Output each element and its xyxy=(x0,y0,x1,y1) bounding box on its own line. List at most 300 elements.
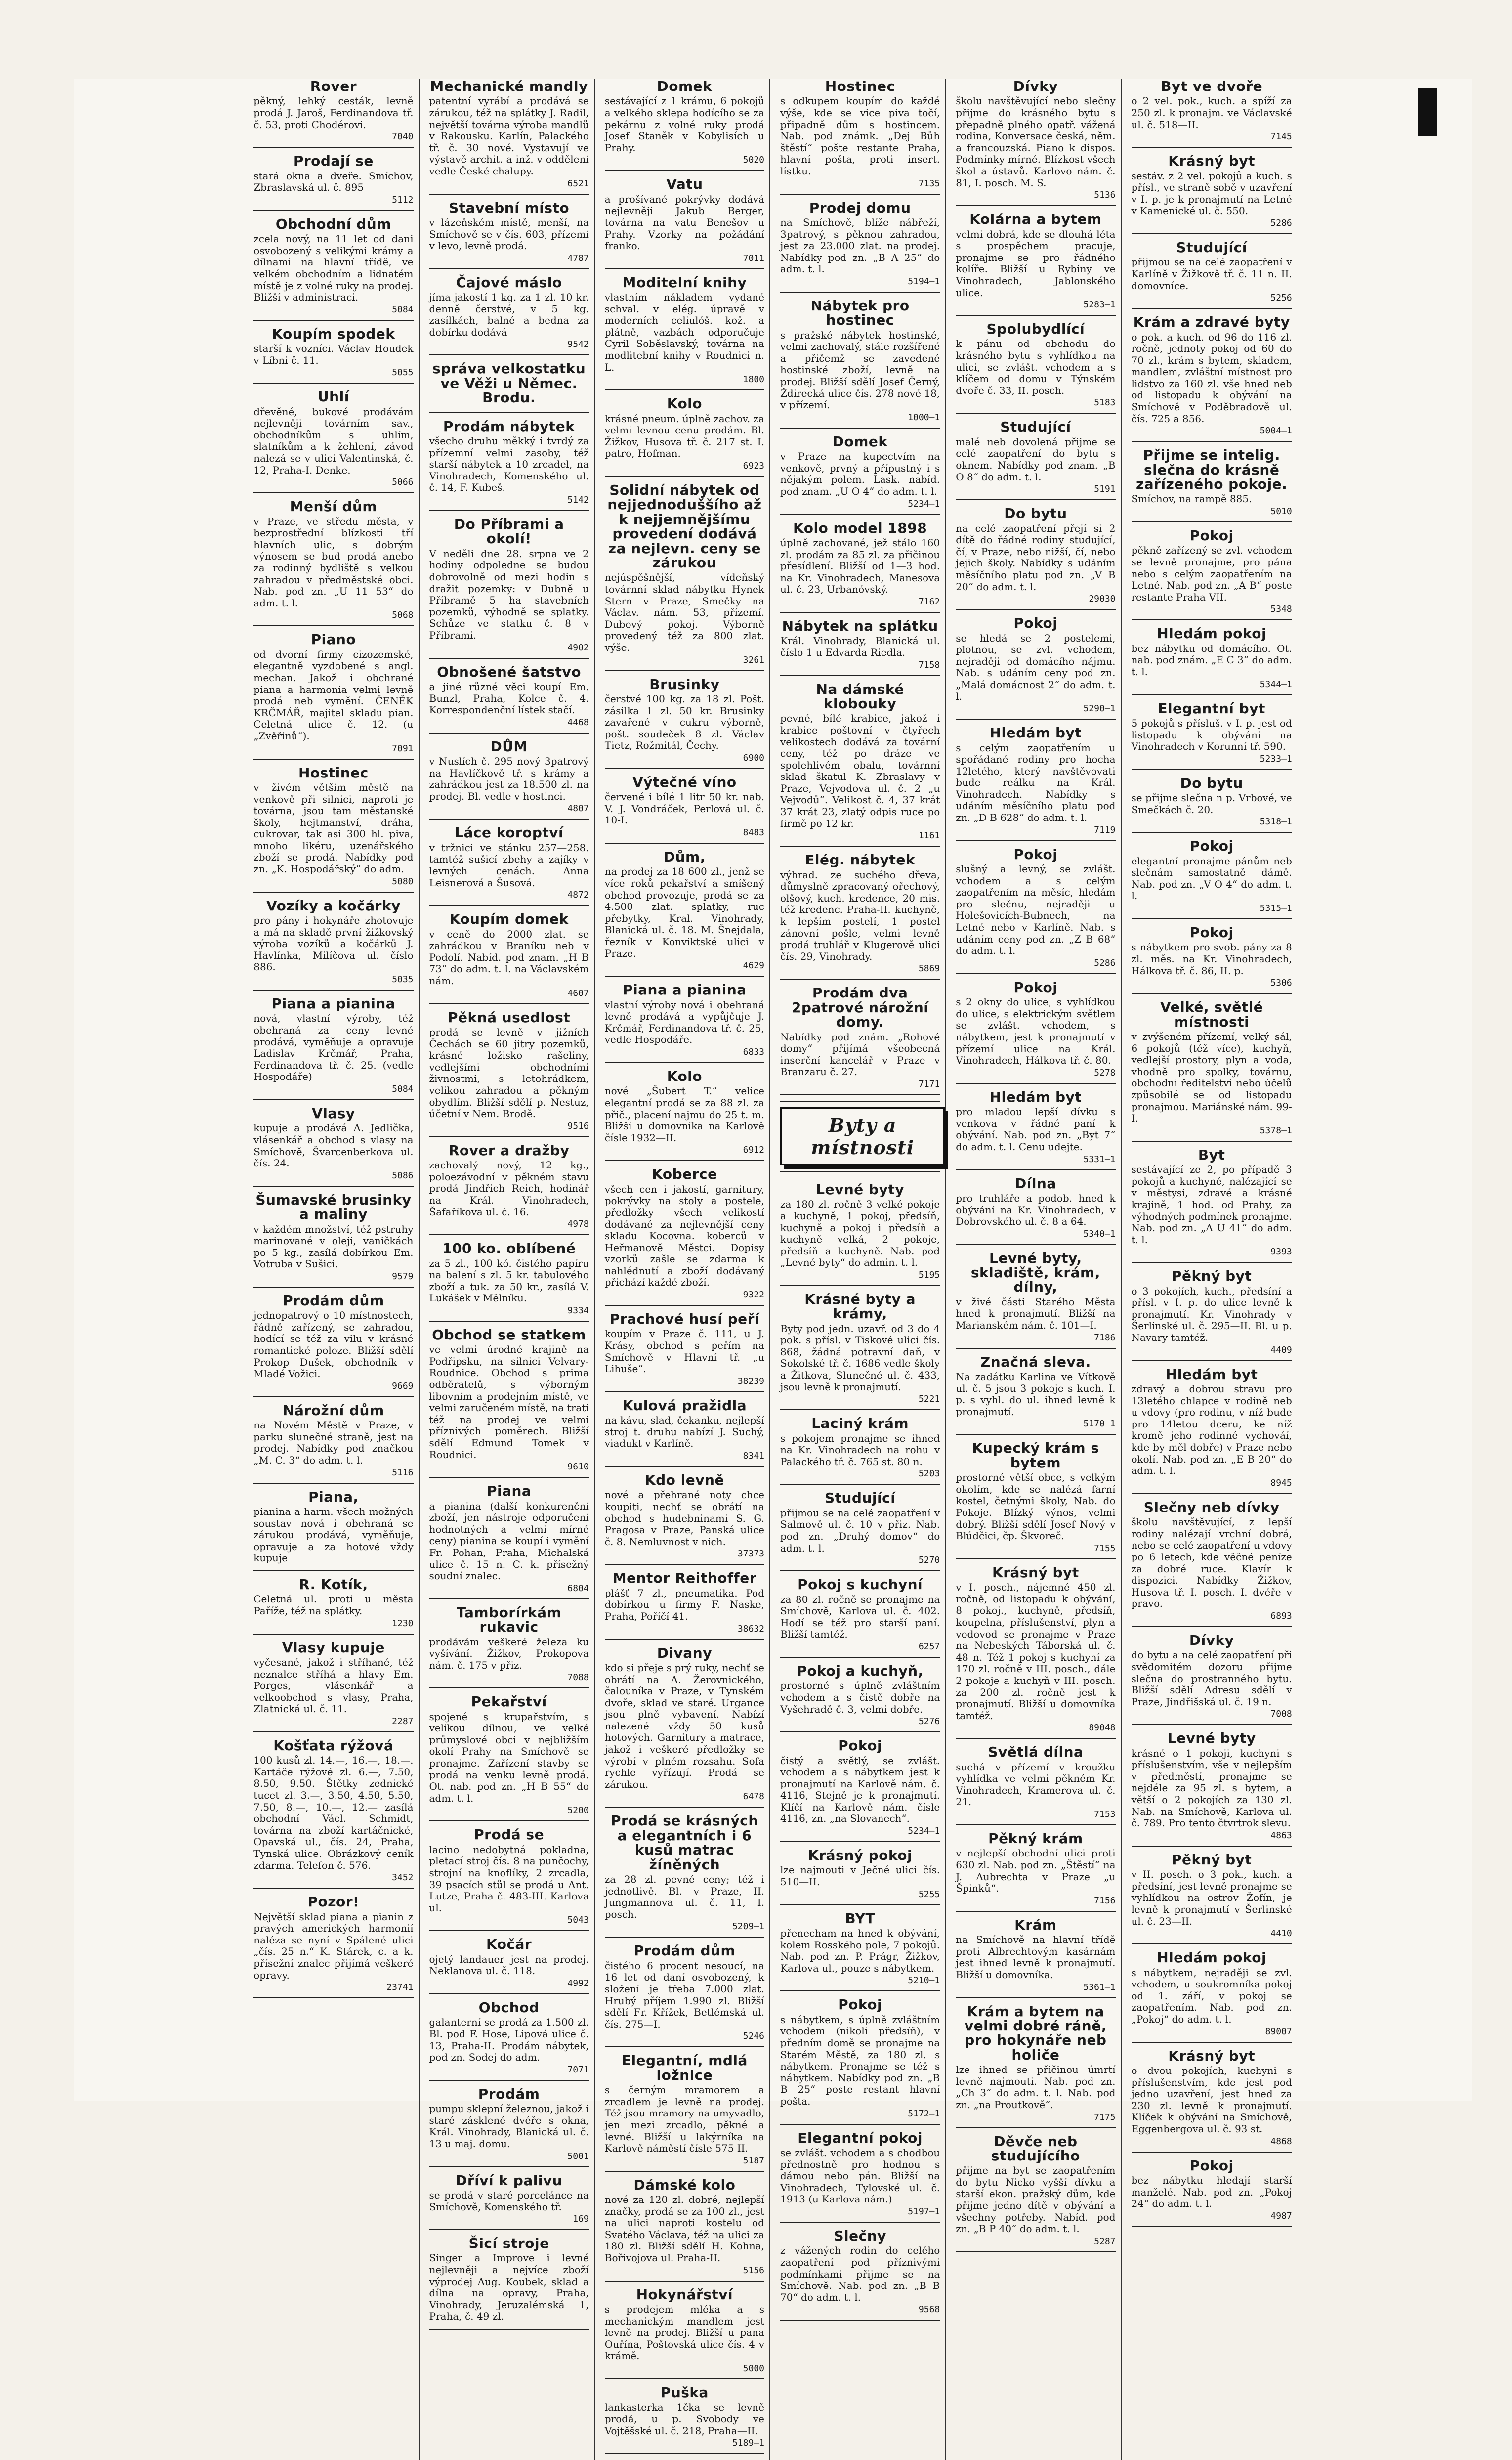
ad-text: s pražské nábytek hostinské, velmi zachovalý, stále rozšířené a přičemž se zavedené hostinské zboží, levně na prodej. Bližší sdělí Josef Černý, Ždirecká ulice čís. 278 nové 18, v přízemí. xyxy=(780,329,940,411)
ad-text: prodávám veškeré železa ku vyšívání. Žižkov, Prokopova nám. č. 175 v přiz. xyxy=(429,1636,589,1671)
ad-heading: Hokynářství xyxy=(636,2286,733,2303)
ad-code: 23741 xyxy=(386,1982,414,1993)
classified-ad xyxy=(253,1490,413,1571)
ad-code: 7153 xyxy=(1094,1809,1116,1820)
classified-ad xyxy=(429,1143,589,1235)
ad-code: 9579 xyxy=(392,1271,414,1282)
ad-code: 9322 xyxy=(743,1290,764,1300)
ad-code: 5004—1 xyxy=(1260,426,1292,436)
ad-heading: Láce koroptví xyxy=(455,824,564,841)
ad-heading: Menší dům xyxy=(290,498,378,515)
ad-text: patentní vyrábí a prodává se zárukou, též na splátky J. Radil, největší továrna výroba mandlů v Rakousku. Karlín, Palackého tř. č. 30 nové. Vystavují ve výstavě archit. a inž. v oddělení vedle České chalupy. xyxy=(429,95,589,177)
ad-text: v Praze, ve středu města, v bezprostřední blízkosti tří hlavních ulic, s dobrým výnosem se bud prodá anebo za rodinný bydliště s velkou zahradou v předměstské obci. Nab. pod zn. „U 11 53“ do adm. t. l. xyxy=(253,515,414,609)
classified-ad xyxy=(253,327,413,384)
ad-code: 6923 xyxy=(743,461,764,472)
ad-code: 3261 xyxy=(743,654,764,665)
classified-ad xyxy=(956,79,1115,206)
ad-code: 5136 xyxy=(1094,190,1116,201)
ad-text: v lázeňském místě, menší, na Smíchově se v čís. 603, přízemí v levo, levně prodá. xyxy=(429,216,589,252)
classified-ad xyxy=(429,825,589,906)
ad-code: 7186 xyxy=(1094,1332,1116,1343)
ad-code: 5287 xyxy=(1094,2236,1116,2246)
ad-text: za 80 zl. ročně se pronajme na Smíchově, Karlova ul. č. 402. Hodí se též pro starší paní. Bližší tamtéž. xyxy=(780,1593,940,1640)
classified-ad xyxy=(780,521,940,613)
ad-text: všecho druhu měkký i tvrdý za přízemní velmi zasoby, též starší nábytek a 10 zrcadel, na Vinohradech, Komenského ul. č. 14, F. Kubeš. xyxy=(429,435,589,494)
ad-text: lankasterka 1čka se levně prodá, u p. Svobody ve Vojtěšské ul. č. 218, Praha—II. xyxy=(604,2401,764,2437)
ad-code: 7175 xyxy=(1094,2112,1116,2122)
classified-ad xyxy=(253,996,413,1100)
ad-text: sestávající ze 2, po případě 3 pokojů a kuchyně, nalézající se v městysi, zdravé a krásné krajině, 1 hod. od Prahy, za výhodných podmínek pronajme. Nab. pod zn. „A U 41“ do adm. t. l. xyxy=(1131,1164,1292,1246)
ad-heading: Pěkný krám xyxy=(988,1830,1083,1847)
ad-code: 9516 xyxy=(567,1121,589,1131)
ad-text: Nabídky pod znám. „Rohové domy“ přijímá všeobecná inserční kancelář v Praze v Branzaru č. 27. xyxy=(780,1031,940,1078)
ad-text: v tržnici ve stánku 257—258. tamtéž sušicí zbehy a zajíky v levných cenách. Anna Leisnerová a Šusová. xyxy=(429,841,589,889)
classified-ad xyxy=(429,912,589,1004)
ad-code: 5086 xyxy=(392,1170,414,1181)
ad-text: s nábytkem, s úplně zvláštním vchodem (nikoli předsíň), v předním domě se pronajme na Starém Městě, za 180 zl. s nábytkem. Pronajme se též s nábytkem. Nabídky pod zn. „B B 25“ poste restant hlavní pošta. xyxy=(780,2013,940,2107)
ad-code: 5318—1 xyxy=(1260,817,1292,827)
ad-code: 5348 xyxy=(1270,604,1292,615)
ad-text: Na zadátku Karlina ve Vítkově ul. č. 5 jsou 3 pokoje s kuch. I. p. s vyhl. do ul. ihned levně k pronajmutí. xyxy=(956,1371,1116,1418)
ad-text: lze najmouti v Ječné ulici čís. 510—II. xyxy=(780,1864,940,1888)
ad-text: dřevěné, bukové prodávám nejlevněji továrním sav., obchodníkům s uhlím, slatníkům a k žehlení, závod nalezá se v ulici Valentinská, č. 12, Praha-I. Denke. xyxy=(253,405,414,476)
ad-code: 5869 xyxy=(918,963,940,974)
ad-text: 100 kusů zl. 14.—, 16.—, 18.—. Kartáče rýžové zl. 6.—, 7.50, 8.50, 9.50. Štětky zednické tucet zl. 3.—, 3.50, 4.50, 5.50, 7.50, 8.—, 10.—, 12.— zasílá obchodní Václ. Schmidt, továrna na zboží kartáčnické, Opavská ul., čís. 24, Praha, Tynská ulice. Obrázkový ceník zdarma. Telefon č. 576. xyxy=(253,1754,414,1871)
ad-heading: Dílna xyxy=(1014,1175,1056,1192)
ad-heading: Elegantní byt xyxy=(1158,700,1265,717)
ad-code: 9669 xyxy=(392,1381,414,1391)
ad-code: 8483 xyxy=(743,827,764,838)
classified-ad xyxy=(956,1355,1115,1435)
classified-ad xyxy=(429,1605,589,1689)
ad-code: 7145 xyxy=(1270,131,1292,142)
ad-heading: Kolo model 1898 xyxy=(793,519,927,536)
classified-ad xyxy=(605,2287,764,2379)
ad-heading: Brusinky xyxy=(649,676,720,692)
ad-text: zcela nový, na 11 let od dani osvobozený s velikými krámy a dílnami na hlavní třídě, ve velkém obchodním a lidnatém místě je z volné ruky na prodej. Bližší v administraci. xyxy=(253,233,414,303)
ad-text: přijme na byt se zaopatřením do bytu Nicko vyšší dívku a starší ekon. pražský dům, kde přijme jedno dítě v obývání a všechny potřeby. Nabíd. pod zn. „B P 40“ do adm. t. l. xyxy=(956,2164,1116,2235)
classified-ad xyxy=(1132,776,1292,833)
ad-text: bez nábytku hledají starší manželé. Nab. pod zn. „Pokoj 24“ do adm. t. l. xyxy=(1131,2174,1292,2210)
ad-text: o pok. a kuch. od 96 do 116 zl. ročně, jednoty pokoj od 60 do 70 zl., krám s bytem, skladem, mandlem, zvláštní místnost pro lidstvo za 160 zl. vše hned neb od listopadu k obývání na Smíchově v Poděbradově ul. čís. 725 a 856. xyxy=(1131,331,1292,425)
ad-code: 3452 xyxy=(392,1872,414,1883)
ad-heading: Vatu xyxy=(666,176,703,193)
ad-heading: Obchod xyxy=(478,1999,540,2016)
ad-text: v zvýšeném přízemí, velký sál, 6 pokojů (též více), kuchyň, vedlejší prostory, plyn a voda, vhodně pro spolky, továrnu, obchodní ředitelství nebo účelů způsobilé se od listopadu pronajmou. Mariánské nám. 99-I. xyxy=(1131,1031,1292,1124)
ad-text: ve velmi úrodné krajině na Podřipsku, na silnici Velvary-Roudnice. Obchod s prima odběratelů, s výborným libovním a prodejním místě, ve velmi zaručeném místě, na trati též na prodej ve velmi příznivých poměrech. Bližší sdělí Edmund Tomek v Roudnici. xyxy=(429,1343,589,1461)
ad-text: velmi dobrá, kde se dlouhá léta s prospěchem pracuje, pronajme se pro řádného kolíře. Bližší u Rybiny ve Vinohradech, Jablonského ulice. xyxy=(956,228,1116,299)
classified-ad xyxy=(956,616,1115,720)
ad-heading: Hledám byt xyxy=(1165,1366,1258,1382)
ad-heading: Dámské kolo xyxy=(633,2176,736,2193)
ad-code: 6521 xyxy=(567,178,589,189)
section-title: Byty a místnosti xyxy=(780,1107,945,1165)
ad-text: se zvlášt. vchodem a s chodbou přednostně pro hodnou s dámou nebo pán. Bližší na Vinohradech, Tylovské ul. č. 1913 (u Karlova nám.) xyxy=(780,2146,940,2205)
classified-ad xyxy=(253,1577,413,1635)
ad-text: jíma jakostí 1 kg. za 1 zl. 10 kr. denně čerstvé, v 5 kg. zasílkách, balné a bedna za dobírku dodává xyxy=(429,291,589,338)
classified-ad xyxy=(780,79,940,195)
ad-text: přijmou se na celé zaopatření v Karlíně v Žižkově tř. č. 11 n. II. domovníce. xyxy=(1131,256,1292,292)
ad-code: 37373 xyxy=(737,1549,764,1559)
ad-code: 5286 xyxy=(1270,217,1292,228)
ad-code: 7091 xyxy=(392,743,414,754)
classified-ad xyxy=(956,506,1115,610)
ad-code: 5170—1 xyxy=(1083,1419,1116,1429)
classified-ad xyxy=(780,1416,940,1485)
ad-code: 5283—1 xyxy=(1083,300,1116,310)
classified-ad xyxy=(605,483,764,671)
ad-code: 5020 xyxy=(743,155,764,166)
classified-ad xyxy=(956,1831,1115,1912)
classified-ad xyxy=(780,619,940,676)
ad-text: ojetý landauer jest na prodej. Neklanova ul. č. 118. xyxy=(429,1953,589,1977)
ad-heading: Krásný pokoj xyxy=(808,1847,913,1864)
classified-ad xyxy=(956,1565,1115,1739)
ad-text: vlastním nákladem vydané schval. v elég. úpravě v moderních celiulóš. kož. a plátně, vazbách odporučuje Cyril Soběslavský, továrna na modlitební knihy v Roudnici n. L. xyxy=(604,291,764,373)
ad-text: jednopatrový o 10 místnostech, řádně zařízený, se zahradou, hodící se též za vilu v krásné romantické poloze. Bližší sdělí Prokop Dušek, obchodník v Mladé Vožici. xyxy=(253,1309,414,1380)
classified-ad xyxy=(253,1106,413,1187)
classified-ad xyxy=(1132,1950,1292,2042)
ad-heading: Levné byty xyxy=(1167,1730,1256,1747)
ad-code: 5209—1 xyxy=(732,1921,764,1932)
column-4 xyxy=(776,79,946,2460)
ad-text: nová, vlastní výroby, též obehraná za ceny levné prodává, vyměňuje a opravuje Ladislav Krčmář, Praha, Ferdinandova tř. č. 25. (vedle Hospodáře) xyxy=(253,1012,414,1083)
classified-ad xyxy=(1132,1269,1292,1361)
ad-text: z vážených rodin do celého zaopatření pod příznivými podmínkami přijme se na Smíchově. Nab. pod zn. „B B 70“ do adm. t. l. xyxy=(780,2244,940,2303)
classified-ad xyxy=(1132,925,1292,994)
ad-text: pianina a harm. všech možných soustav nová i obehraná se zárukou prodává, vyměňuje, opravuje a za hotové vždy kupuje xyxy=(253,1506,414,1564)
classified-ad xyxy=(429,275,589,356)
ad-heading: Uhlí xyxy=(317,388,349,405)
ad-text: Celetná ul. proti u města Paříže, též na splátky. xyxy=(253,1593,414,1617)
classified-ad xyxy=(1132,154,1292,234)
ad-text: na Novém Městě v Praze, v parku slunečné straně, jest na prodej. Nabídky pod značkou „M. C. 3“ do adm. t. l. xyxy=(253,1419,414,1467)
ad-heading: Nábytek na splátku xyxy=(782,617,938,634)
ad-code: 7040 xyxy=(392,131,414,142)
ad-heading: Prodej domu xyxy=(809,199,911,216)
ad-code: 9393 xyxy=(1270,1247,1292,1257)
ad-text: Byty pod jedn. uzavř. od 3 do 4 pok. s přísl. v Tiskové ulici čís. 868, žádná potravní daň, v Sokolské tř. č. 1686 vedle školy a Žitkova, Slunečné ul. č. 433, jsou levně k pronajmutí. xyxy=(780,1322,940,1393)
classified-ad xyxy=(429,1827,589,1931)
ad-code: 4902 xyxy=(567,642,589,653)
ad-heading: Prodá se xyxy=(474,1826,545,1843)
ad-code: 5035 xyxy=(392,974,414,985)
ad-heading: Hledám pokoj xyxy=(1157,1949,1267,1966)
classified-ad xyxy=(956,212,1115,316)
ad-code: 5084 xyxy=(392,1083,414,1094)
classified-ad xyxy=(605,1943,764,2047)
classified-ad xyxy=(605,2178,764,2282)
classified-ad xyxy=(956,1090,1115,1170)
classified-ad xyxy=(1132,2049,1292,2153)
ad-text: o dvou pokojích, kuchyni s příslušenstvím, kde jest pod jedno uzavření, jest hned za 230 zl. levně k pronajmutí. Klíček k obývání na Smíchově, Eggenbergova ul. č. 93 st. xyxy=(1131,2064,1292,2135)
ad-code: 89007 xyxy=(1265,2026,1292,2037)
ad-text: slušný a levný, se zvlášt. vchodem a s celým zaopatřením na měsíc, hledám pro slečnu, nejraději u Holešovicích-Bubnech, na Letné nebo v Karlíně. Nab. s udáním ceny pod zn. „Z B 68“ do adm. t. l. xyxy=(956,863,1116,957)
ad-code: 4978 xyxy=(567,1219,589,1230)
ad-text: s černým mramorem a zrcadlem je levně na prodej. Též jsou mramory na umyvadlo, jen mezi zrcadlo, pěkné a levné. Bližší u lakýrníka na Karlově náměstí čísle 575 II. xyxy=(604,2084,764,2155)
ad-code: 4872 xyxy=(567,890,589,901)
classified-ad xyxy=(956,1745,1115,1825)
ad-heading: Hledám byt xyxy=(989,1088,1082,1105)
ad-text: prodá se levně v jižních Čechách se 60 jitry pozemků, krásné ložisko rašeliny, vedlejšími obchodními živnostmi, s letohrádkem, velikou zahradou a pěkným obydlím. Bližší sdělí p. Nestuz, účetní v Nem. Brodě. xyxy=(429,1026,589,1120)
classified-ad xyxy=(780,299,940,429)
ad-text: s celým zaopatřením u spořádané rodiny pro hocha 12letého, který navštěvovati bude reálku na Král. Vinohradech. Nabídky s udáním měsíčního platu pod zn. „D B 628“ do adm. t. l. xyxy=(956,741,1116,824)
ad-code: 5183 xyxy=(1094,397,1116,408)
ad-text: školu navštěvující, z lepší rodiny nalézají vrchní dobrá, nebo se celé zaopatření u vdovy po 6 letech, kde věčné peníze za dobré ruce. Klavír k dispozici. Nabídky Žižkov, Husova tř. I. posch. I. dvéře v pravo. xyxy=(1131,1516,1292,1610)
ad-text: v II. posch. o 3 pok., kuch. a předsíní, jest levně pronajme se vyhlídkou na ostrov Žofín, je levně k pronajmutí v Šerlinské ul. č. 23—II. xyxy=(1131,1868,1292,1927)
ad-code: 5195 xyxy=(918,1269,940,1280)
ad-heading: Piano xyxy=(311,631,356,648)
ad-text: v ceně do 2000 zlat. se zahrádkou v Braníku neb v Podolí. Nabíd. pod znam. „H B 73“ do adm. t. l. na Václavském nám. xyxy=(429,928,589,987)
ad-heading: Studující xyxy=(824,1490,896,1507)
ad-heading: Koupím domek xyxy=(449,911,569,928)
classified-ad xyxy=(605,1473,764,1565)
ad-heading: Krám a zdravé byty xyxy=(1133,314,1290,331)
ad-code: 4468 xyxy=(567,717,589,728)
ad-code: 4629 xyxy=(743,960,764,971)
classified-ad xyxy=(780,682,940,847)
ad-code: 5255 xyxy=(918,1889,940,1899)
ad-code: 5331—1 xyxy=(1083,1154,1116,1165)
ad-code: 7008 xyxy=(1270,1709,1292,1720)
ad-heading: Dívky xyxy=(1189,1632,1234,1648)
ad-text: Král. Vinohrady, Blanická ul. číslo 1 u Edvarda Riedla. xyxy=(780,635,940,658)
ad-heading: Nárožní dům xyxy=(283,1402,384,1419)
ad-text: školu navštěvující nebo slečny přijme do krásného bytu s přepadně plného opatř. vážená rodina, Konversace česká, něm. a francouzská. Piano k dispos. Podmínky mírné. Blízkost všech škol a ústavů. Karlovo nám. č. 81, I. posch. M. S. xyxy=(956,95,1116,189)
ad-heading: Krásný byt xyxy=(992,1564,1079,1581)
ad-heading: Studující xyxy=(1176,239,1247,256)
ad-heading: Kolo xyxy=(667,1068,703,1084)
ad-heading: Pokoj xyxy=(1013,615,1058,632)
ad-code: 5234—1 xyxy=(908,1826,940,1837)
ad-code: 5233—1 xyxy=(1260,753,1292,764)
classified-ad xyxy=(1132,1000,1292,1142)
ad-code: 5210—1 xyxy=(908,1975,940,1986)
ad-text: pro pány i hokynáře zhotovuje a má na skladě první žižkovský výroba vozíků a kočárků J. Havlínka, Milíčova ul. číslo 886. xyxy=(253,914,414,973)
ad-text: do bytu a na celé zaopatření při svědomitém dozoru přijme slečna do prostranného bytu. Bližší sdělí Adresu sdělí v Praze, Jindřišská ul. č. 19 n. xyxy=(1131,1649,1292,1708)
classified-ad xyxy=(780,1664,940,1732)
ad-code: 6893 xyxy=(1270,1610,1292,1621)
ad-heading: Piana xyxy=(486,1483,532,1500)
ad-heading: Prodám dům xyxy=(633,1942,736,1959)
ad-code: 1000—1 xyxy=(908,412,940,423)
ad-code: 5000 xyxy=(743,2363,764,2374)
ad-code: 5203 xyxy=(918,1468,940,1479)
ad-heading: Rover xyxy=(310,78,357,94)
classified-ad xyxy=(429,419,589,511)
ad-text: na celé zaopatření přejí si 2 dítě do řádné rodiny studující, čí, v Praze, nebo nižší, čí, nebo jejich školy. Nabídky s udáním měsíčního platu pod zn. „V B 20“ do adm. t. l. xyxy=(956,522,1116,593)
classified-ad xyxy=(605,1398,764,1467)
classified-ad xyxy=(605,775,764,844)
ad-text: nové „Šubert T.“ velice elegantní prodá se za 88 zl. za přič., placení najmu do 25 t. m. Bližší u domovníka na Karlově čísle 1932—II. xyxy=(604,1085,764,1144)
ad-code: 5156 xyxy=(743,2265,764,2276)
classified-ad xyxy=(605,677,764,769)
ad-heading: Hostinec xyxy=(298,764,369,781)
ad-code: 4409 xyxy=(1270,1344,1292,1355)
ad-heading: BYT xyxy=(845,1910,875,1927)
ad-text: sestáv. z 2 vel. pokojů a kuch. s přísl., ve straně sobě v uzavření v I. p. je k pronajmutí na Letné v Kamenické ul. č. 550. xyxy=(1131,170,1292,217)
ad-code: 9334 xyxy=(567,1305,589,1316)
classified-ad xyxy=(605,2053,764,2171)
classified-ad xyxy=(780,2131,940,2223)
ad-heading: Stavební místo xyxy=(449,199,570,216)
ad-heading: Koberce xyxy=(652,1166,717,1183)
ad-heading: Prodám dva 2patrové nárožní domy. xyxy=(791,985,929,1031)
column-5 xyxy=(952,79,1121,2460)
ad-heading: Elegantní pokoj xyxy=(798,2129,923,2146)
ad-heading: Piana a pianina xyxy=(623,982,747,998)
classified-ad xyxy=(429,1010,589,1137)
classified-ad xyxy=(605,1167,764,1306)
ad-code: 5068 xyxy=(392,610,414,621)
ad-text: Singer a Improve i levné nejlevněji a nejvíce zboží výprodej Aug. Koubek, sklad a dílna na opravy, Praha, Vinohrady, Jeruzalémská 1, Praha, č. 49 zl. xyxy=(429,2252,589,2323)
ad-heading: Levné byty, skladiště, krám, dílny, xyxy=(970,1250,1100,1295)
ad-heading: Krám xyxy=(1014,1916,1057,1933)
ad-text: od dvorní firmy cizozemské, elegantně vyzdobené s angl. mechan. Jakož i obchrané piana a harmonia velmi levně prodá neb vymění. ČENĚK KRČMÁŘ, majitel skladu pian. Celetná ulice č. 12. (u „Zvěřinů“). xyxy=(253,648,414,742)
classified-ad xyxy=(605,1571,764,1640)
ad-heading: Děvče neb studujícího xyxy=(991,2133,1080,2164)
ad-text: nové za 120 zl. dobré, nejlepší značky, prodá se za 100 zl., jest na ulici naproti kostelu od Svatého Václava, též na ulici za 180 zl. Bližší sdělí H. Kohna, Bořivojova ul. Praha-II. xyxy=(604,2194,764,2264)
classified-ad xyxy=(956,1918,1115,1998)
ad-code: 8341 xyxy=(743,1451,764,1461)
ad-code: 6804 xyxy=(567,1583,589,1594)
classified-ad xyxy=(1132,240,1292,309)
ad-heading: Výtečné víno xyxy=(632,774,737,790)
ad-code: 4992 xyxy=(567,1978,589,1988)
ad-code: 5116 xyxy=(392,1467,414,1478)
ad-code: 5278 xyxy=(1094,1067,1116,1078)
classified-ad xyxy=(1132,79,1292,148)
ad-code: 5221 xyxy=(918,1394,940,1405)
ad-code: 9610 xyxy=(567,1462,589,1472)
classified-ad xyxy=(253,1895,413,1998)
ad-code: 5066 xyxy=(392,477,414,488)
ad-code: 5361—1 xyxy=(1083,1982,1116,1992)
ad-code: 6257 xyxy=(918,1641,940,1652)
ad-text: plášť 7 zl., pneumatika. Pod dobírkou u firmy F. Naske, Praha, Poříčí 41. xyxy=(604,1587,764,1622)
ad-text: v Nuslích č. 295 nový 3patrový na Havlíčkově tř. s krámy a zahrádkou jest za 18.500 zl. na prodej. Bl. vedle v hostinci. xyxy=(429,755,589,802)
ad-heading: Pokoj s kuchyní xyxy=(798,1576,923,1593)
ad-code: 7135 xyxy=(918,178,940,189)
ad-text: s odkupem koupím do každé výše, kde se vice piva točí, připadně dům s hostincem. Nab. pod známk. „Dej Bůh štěstí“ pošte restante Praha, hlavní pošta, proti insert. lístku. xyxy=(780,95,940,177)
ad-heading: Krásné byty a krámy, xyxy=(804,1291,916,1322)
ad-text: pevné, bílé krabice, jakož i krabice poštovní v čtyřech velikostech dodává za tovární ceny, též po dráze ve spolehlivém obalu, továrnní sklad škatul K. Zbraslavy v Praze, Vejvodova ul. č. 2 „u Vejvodů“. Velikost č. 4, 37 krát 37 krát 23, zlatý odpis ruce po firmě po 12 kr. xyxy=(780,712,940,829)
ad-heading: Krásný byt xyxy=(1168,153,1255,170)
ad-text: spojené s krupařstvím, s velikou dílnou, ve velké průmyslové obci v nejbližším okolí Prahy na Smíchově se pronajme. Zařízení stavby se prodá na venku levně prodá. Ot. nab. pod zn. „H B 55“ do adm. t. l. xyxy=(429,1710,589,1804)
ad-heading: Kolárna a bytem xyxy=(969,211,1102,228)
ad-heading: Rover a dražby xyxy=(448,1142,570,1159)
ad-code: 29030 xyxy=(1089,594,1116,604)
ad-heading: Dívky xyxy=(1013,78,1058,94)
classified-ad xyxy=(956,2004,1115,2128)
ad-heading: Byt xyxy=(1198,1146,1225,1163)
ad-heading: Prachové husí peří xyxy=(609,1311,760,1328)
classified-ad xyxy=(429,1484,589,1599)
ad-text: na prodej za 18 600 zl., jenž se více roků pekařství a smíšený obchod provozuje, prodá se za 4.500 zlat. splatky, ruc přebytky, Kral. Vinohrady, Blanická ul. č. 18. M. Šnejdala, řezník v Konviktské ulici v Praze. xyxy=(604,865,764,959)
ad-text: přijmou se na celé zaopatření v Salmově ul. č. 10 v přiz. Nab. pod zn. „Druhý domov“ do adm. t. l. xyxy=(780,1507,940,1554)
classified-ad xyxy=(605,275,764,391)
ad-code: 5043 xyxy=(567,1915,589,1926)
ad-heading: Čajové máslo xyxy=(456,274,562,291)
ad-heading: Elegantní, mdlá ložnice xyxy=(621,2052,748,2083)
ad-text: a prošívané pokrývky dodává nejlevněji Jakub Berger, továrna na vatu Benešov u Prahy. Vzorky na požádání franko. xyxy=(604,193,764,252)
ad-heading: Na dámské klobouky xyxy=(816,681,904,712)
classified-ad xyxy=(253,217,413,321)
ad-text: lacino nedobytná pokladna, pletací stroj čís. 8 na punčochy, strojní na knoflíky, 2 zrcadla, 39 psacích stůl se prodá u Ant. Lutze, Praha č. 483-III. Karlova ul. xyxy=(429,1843,589,1914)
classified-ad xyxy=(780,1292,940,1410)
classified-ad xyxy=(956,1441,1115,1559)
ad-code: 5142 xyxy=(567,495,589,506)
ad-heading: Elég. nábytek xyxy=(805,852,915,868)
ad-text: starší k vozníci. Václav Houdek v Líbni č. 11. xyxy=(253,343,414,366)
ad-text: lze ihned se přičinou úmrtí levně najmouti. Nab. pod zn. „Ch 3“ do adm. t. l. Nab. pod zn. „na Proutkově“. xyxy=(956,2064,1116,2111)
classified-ad xyxy=(956,1251,1115,1349)
classified-ad xyxy=(1132,315,1292,442)
ad-text: čistý a světlý, se zvlášt. vchodem a s nábytkem jest k pronajmutí na Karlově nám. č. 4116, Stejně je k pronajmutí. Klíčí na Karlově nám. čísle 4116, zn. „na Slovanech“. xyxy=(780,1754,940,1825)
ad-code: 6912 xyxy=(743,1145,764,1156)
ad-code: 169 xyxy=(573,2214,589,2225)
ad-text: koupím v Praze č. 111, u J. Krásy, obchod s peřím na Smíchově v Hlavní tř. „u Lihuše“. xyxy=(604,1328,764,1375)
ad-code: 9542 xyxy=(567,339,589,350)
ad-heading: Šicí stroje xyxy=(468,2235,549,2252)
ad-heading: Vozíky a kočárky xyxy=(266,897,401,914)
ad-text: na kávu, slad, čekanku, nejlepší stroj t. druhu nabízí J. Suchý, viadukt v Karlíně. xyxy=(604,1414,764,1450)
classified-ad xyxy=(605,2385,764,2454)
ad-code: 5234—1 xyxy=(908,498,940,509)
ad-heading: Přijme se intelig. slečna do krásně zařízeného pokoje. xyxy=(1135,447,1288,493)
ad-heading: Laciný krám xyxy=(811,1415,909,1432)
ad-heading: Hledám pokoj xyxy=(1157,625,1267,642)
ad-code: 5276 xyxy=(918,1716,940,1727)
ad-code: 5290—1 xyxy=(1083,703,1116,714)
ad-text: prostorné s úplně zvláštním vchodem a s čistě dobře na Vyšehradě č. 3, velmi dobře. xyxy=(780,1680,940,1715)
ad-heading: Pokoj xyxy=(1013,979,1058,995)
ad-text: galanterní se prodá za 1.500 zl. Bl. pod F. Hose, Lipová ulice č. 13, Praha-II. Prodám nábytek, pod zn. Sodej do adm. xyxy=(429,2016,589,2064)
ad-heading: Solidní nábytek od nejjednoduššího až k nejjemnějšímu provedení dodává za nejlevn. ceny se zárukou xyxy=(607,482,762,571)
classified-ad xyxy=(1132,448,1292,522)
ad-heading: Obnošené šatstvo xyxy=(437,663,582,680)
classified-ad xyxy=(253,499,413,626)
ad-heading: Velké, světlé místnosti xyxy=(1160,999,1263,1030)
ad-code: 7162 xyxy=(918,596,940,607)
ad-heading: Pěkná usedlost xyxy=(448,1009,571,1026)
classified-ad xyxy=(253,1193,413,1288)
ad-heading: Světlá dílna xyxy=(988,1744,1084,1761)
ad-heading: Dům, xyxy=(663,849,706,865)
ad-code: 2287 xyxy=(392,1716,414,1726)
ad-text: 5 pokojů s přísluš. v I. p. jest od listopadu k obývání na Vinohradech v Korunní tř. 590. xyxy=(1131,717,1292,753)
classified-ad xyxy=(429,2000,589,2081)
classified-ad xyxy=(780,201,940,293)
classified-ad xyxy=(253,1640,413,1732)
ad-text: zachovalý nový, 12 kg., poloezávodní v pěkném stavu prodá Jindřich Reich, hodinář na Král. Vinohradech, Šafaříkova ul. č. 16. xyxy=(429,1159,589,1218)
ad-code: 5315—1 xyxy=(1260,903,1292,914)
ad-code: 7171 xyxy=(918,1079,940,1089)
ad-code: 5270 xyxy=(918,1555,940,1566)
ad-text: krásné o 1 pokoji, kuchyni s příslušenstvím, vše v nejlepším v předměstí, pronajme se nejdéle za 95 zl. s bytem, a větší o 2 pokojích za 130 zl. Nab. na Smíchově, Karlova ul. č. 789. Pro tento čtvrtrok slevu. xyxy=(1131,1747,1292,1829)
ad-code: 5246 xyxy=(743,2031,764,2042)
ad-code: 5194—1 xyxy=(908,276,940,287)
classified-ad xyxy=(780,434,940,515)
classified-ad xyxy=(429,361,589,413)
classified-ad xyxy=(1132,1853,1292,1944)
ad-text: se prodá v staré porcelánce na Smíchově, Komenského tř. xyxy=(429,2189,589,2213)
ad-heading: Šumavské brusinky a maliny xyxy=(255,1191,412,1223)
classified-ad xyxy=(429,2173,589,2231)
ad-text: a jiné různé věci koupí Em. Bunzl, Praha, Kolce č. 4. Korrespondenční lístek stačí. xyxy=(429,680,589,716)
ad-text: s nábytkem pro svob. pány za 8 zl. měs. na Kr. Vinohradech, Hálkova tř. č. 86, II. p. xyxy=(1131,941,1292,977)
ad-text: stará okna a dveře. Smíchov, Zbraslavská ul. č. 895 xyxy=(253,170,414,194)
